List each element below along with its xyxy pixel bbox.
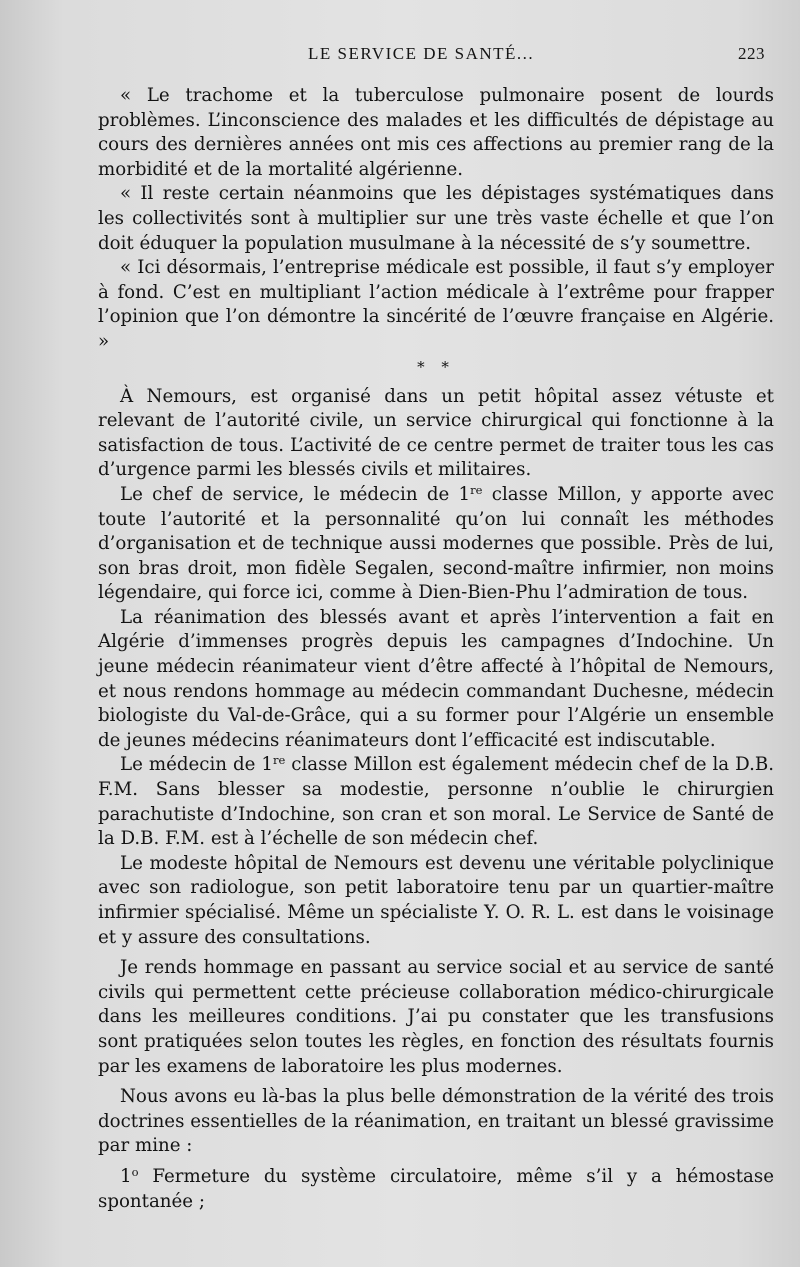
- paragraph-demonstration: Nous avons eu là-bas la plus belle démonstration de la vérité des trois doctrines essentielles de la réanimation, en traitant un blessé gravissime par mine :: [98, 1086, 774, 1157]
- quote-paragraph-entreprise: « Ici désormais, l’entreprise médicale est possible, il faut s’y employer à fond. C’est en multipliant l’action médicale à l’extrême pour frapper l’opinion que l’on démontre la sincérité de l’œuvre française en Algérie. »: [98, 257, 774, 352]
- paragraph-reanimation: La réanimation des blessés avant et après l’intervention a fait en Algérie d’immenses progrès depuis les campagnes d’Indochine. Un jeune médecin réanimateur vient d’être affecté à l’hôpital de Nemours, et nous rendons hommage au médecin commandant Duchesne, médecin biologiste du Val-de-Grâce, qui a su former pour l’Algérie un ensemble de jeunes médecins réanimateurs dont l’efficacité est indiscutable.: [98, 606, 774, 751]
- paragraph-polyclinique: Le modeste hôpital de Nemours est devenu une véritable polyclinique avec son radiologue, son petit laboratoire tenu par un quartier-maître infirmier spécialisé. Même un spécialiste Y. O. R. L. est dans le voisinage et y assure des consultations.: [98, 852, 774, 948]
- paragraph-text: classe Millon est également médecin chef de la D.B. F.M. Sans blesser sa modestie, personne n’oublie le chirurgien parachutiste d’Indochine, son cran et son moral. Le Service de Santé de la D.B. F.M. est à l’échelle de son médecin chef.: [98, 754, 774, 850]
- paragraph-nemours-hospital: À Nemours, est organisé dans un petit hôpital assez vétuste et relevant de l’autorité civile, un service chirurgical qui fonctionne à la satisfaction de tous. L’activité de ce centre permet de traiter tous les cas d’urgence parmi les blessés civils et militaires.: [98, 385, 774, 481]
- page-header: [0, 44, 800, 70]
- section-asterism: * *: [417, 357, 455, 376]
- running-title: LE SERVICE DE SANTÉ...: [308, 44, 535, 63]
- paragraph-medecin-chef: [98, 753, 774, 851]
- paragraph-chef-de-service: [98, 483, 774, 606]
- quote-paragraph-depistages: « Il reste certain néanmoins que les dépistages systématiques dans les collectivités sont à multiplier sur une très vaste échelle et que l’on doit éduquer la population musulmane à la nécessité de s’y soumettre.: [98, 183, 774, 254]
- quote-paragraph-trachome: « Le trachome et la tuberculose pulmonaire posent de lourds problèmes. L’inconscience des malades et les difficultés de dépistage au cours des dernières années ont mis ces affections au premier rang de la morbidité et de la mortalité algérienne.: [98, 85, 774, 180]
- paragraph-doctrine-1: [98, 1165, 774, 1214]
- page-body: [98, 84, 774, 1214]
- superscript: o: [131, 1164, 139, 1179]
- page-number: 223: [738, 44, 765, 63]
- superscript: re: [470, 482, 483, 497]
- paragraph-text: classe Millon, y apporte avec toute l’autorité et la personnalité qu’on lui connaît les méthodes d’organisation et de technique aussi modernes que possible. Près de lui, son bras droit, mon fidèle Segalen, second-maître infirmier, non moins légendaire, qui force ici, comme à Dien-Bien-Phu l’admiration de tous.: [98, 483, 774, 604]
- paragraph-service-social: Je rends hommage en passant au service social et au service de santé civils qui permettent cette précieuse collaboration médico-chirurgicale dans les meilleures conditions. J’ai pu constater que les transfusions sont pratiquées selon toutes les règles, en fonction des résultats fournis par les examens de laboratoire les plus modernes.: [98, 957, 774, 1077]
- paragraph-text: Fermeture du système circulatoire, même s’il y a hémostase spontanée ;: [98, 1165, 774, 1212]
- superscript: re: [272, 753, 286, 768]
- paragraph-text: Le médecin de 1: [120, 754, 273, 776]
- paragraph-text: Le chef de service, le médecin de 1: [120, 483, 471, 505]
- paragraph-text: 1: [120, 1165, 132, 1187]
